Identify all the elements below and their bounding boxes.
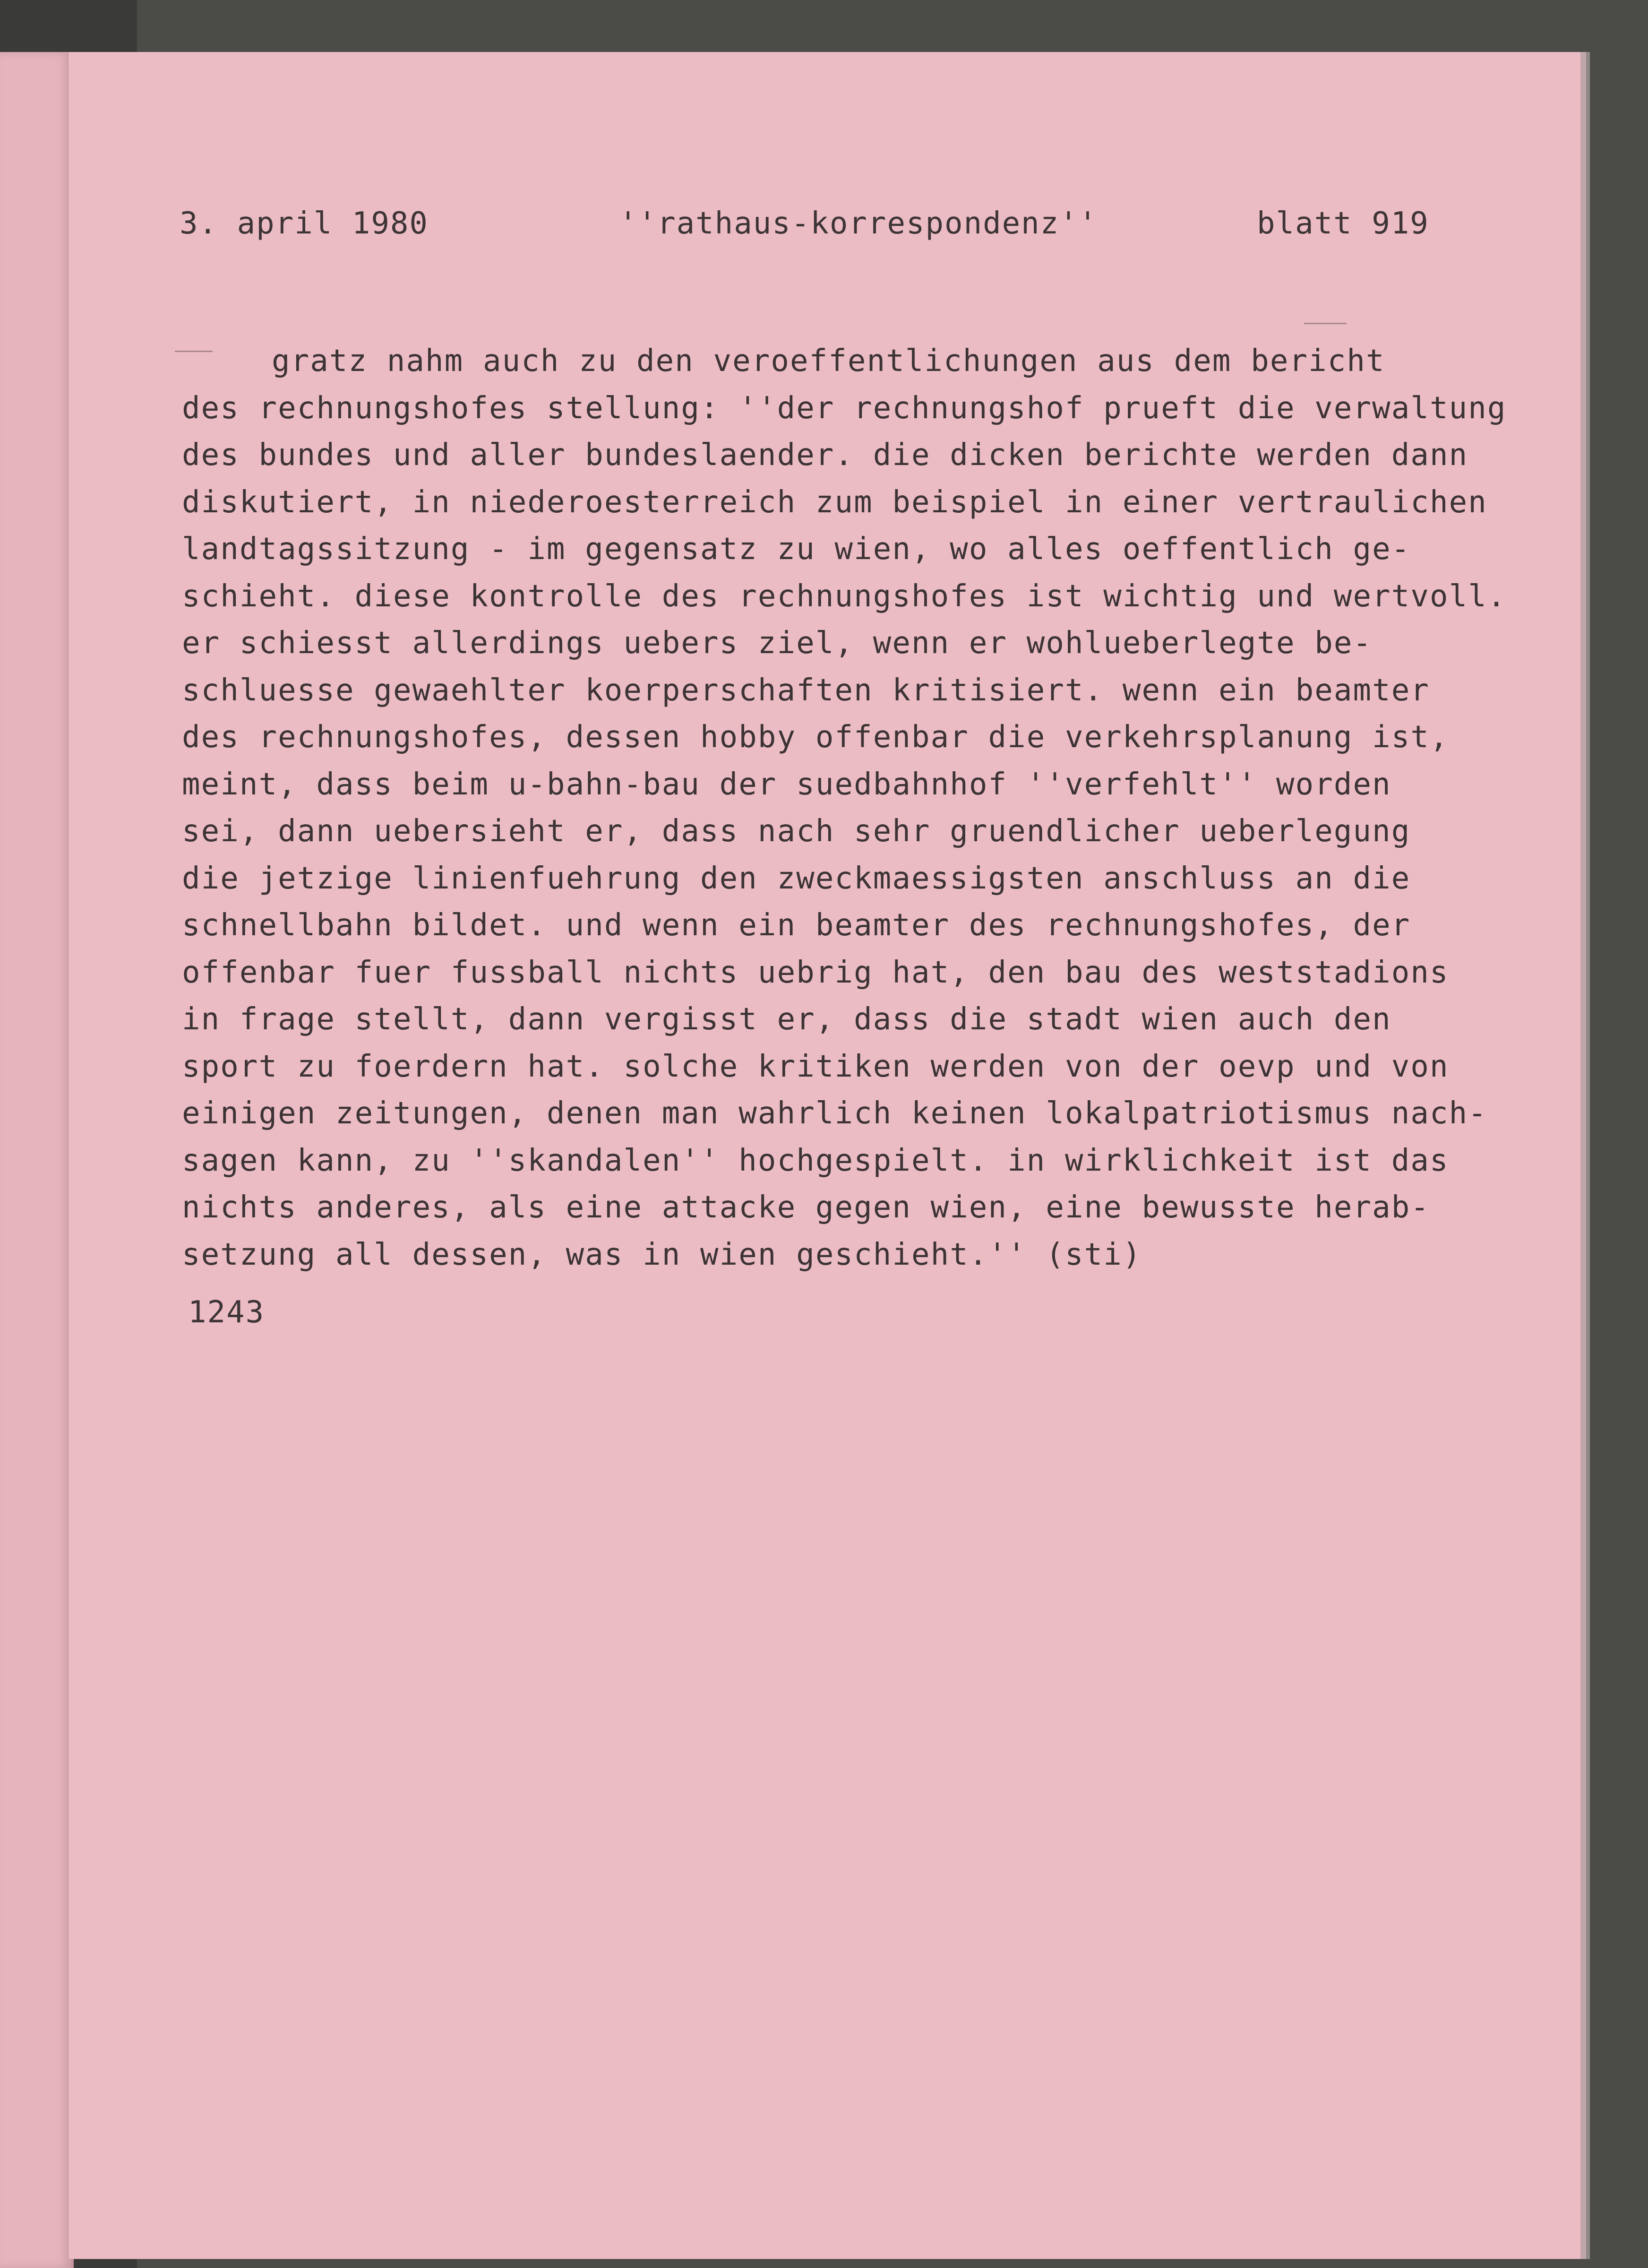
body-text	[182, 338, 1552, 1278]
header-date: 3. april 1980	[180, 206, 429, 241]
header-sheet-number: blatt 919	[1257, 206, 1429, 241]
body-line: des rechnungshofes, dessen hobby offenbar die verkehrsplanung ist,	[182, 720, 1449, 755]
body-line: schluesse gewaehlter koerperschaften kritisiert. wenn ein beamter	[182, 673, 1430, 708]
header-title: ''rathaus-korrespondenz''	[619, 206, 1098, 241]
body-line: meint, dass beim u-bahn-bau der suedbahnhof ''verfehlt'' worden	[182, 767, 1391, 802]
facing-page-edge	[0, 52, 74, 2268]
body-line: des rechnungshofes stellung: ''der rechnungshof prueft die verwaltung	[182, 390, 1507, 426]
body-line: schnellbahn bildet. und wenn ein beamter des rechnungshofes, der	[182, 908, 1411, 943]
body-line: des bundes und aller bundeslaender. die dicken berichte werden dann	[182, 438, 1468, 473]
body-line: landtagssitzung - im gegensatz zu wien, wo alles oeffentlich ge-	[182, 532, 1411, 567]
body-line: schieht. diese kontrolle des rechnungshofes ist wichtig und wertvoll.	[182, 578, 1507, 614]
body-line: offenbar fuer fussball nichts uebrig hat, den bau des weststadions	[182, 955, 1449, 990]
body-line: er schiesst allerdings uebers ziel, wenn er wohlueberlegte be-	[182, 626, 1373, 661]
body-line: diskutiert, in niederoesterreich zum beispiel in einer vertraulichen	[182, 484, 1487, 520]
body-line: in frage stellt, dann vergisst er, dass die stadt wien auch den	[182, 1002, 1391, 1037]
body-line: gratz nahm auch zu den veroeffentlichungen aus dem bericht	[272, 344, 1385, 379]
page-stack-edge	[1580, 57, 1589, 2250]
body-line: einigen zeitungen, denen man wahrlich keinen lokalpatriotismus nach-	[182, 1096, 1487, 1131]
footer-number: 1243	[188, 1295, 265, 1330]
body-line: nichts anderes, als eine attacke gegen wien, eine bewusste herab-	[182, 1190, 1430, 1225]
body-line: sport zu foerdern hat. solche kritiken werden von der oevp und von	[182, 1049, 1449, 1084]
body-line: sagen kann, zu ''skandalen'' hochgespielt. in wirklichkeit ist das	[182, 1143, 1449, 1178]
body-line: sei, dann uebersieht er, dass nach sehr gruendlicher ueberlegung	[182, 814, 1411, 849]
body-line: setzung all dessen, was in wien geschieht.'' (sti)	[182, 1237, 1142, 1272]
margin-mark-right	[1304, 323, 1347, 324]
body-line: die jetzige linienfuehrung den zweckmaessigsten anschluss an die	[182, 861, 1411, 896]
